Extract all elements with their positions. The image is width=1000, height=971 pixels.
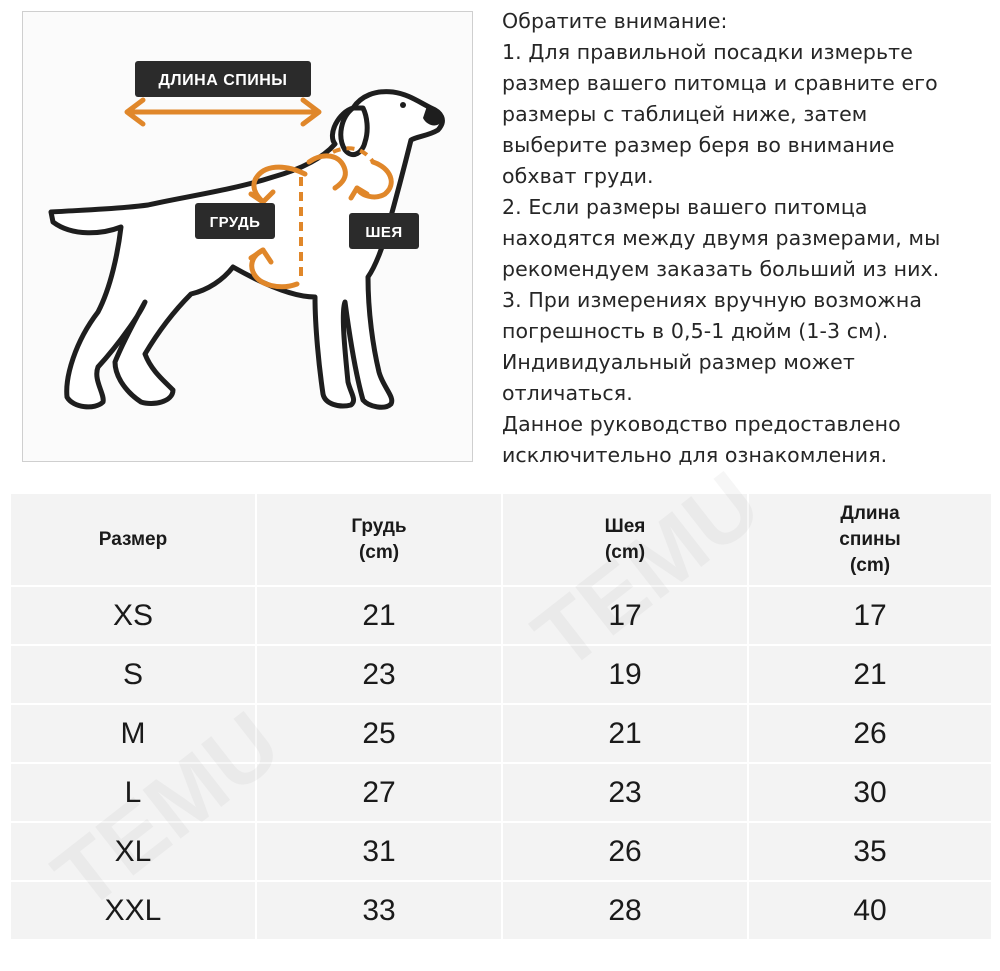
cell-size: M: [10, 704, 256, 763]
table-row: [10, 645, 992, 704]
neck-label-text: ШЕЯ: [365, 224, 403, 241]
cell-neck: 28: [502, 881, 748, 940]
cell-neck: 23: [502, 763, 748, 822]
notes-line: 3. При измерениях вручную возможна: [502, 288, 922, 312]
header-size: [10, 493, 256, 586]
table-row: [10, 881, 992, 940]
dog-measurement-diagram: [22, 11, 473, 462]
cell-back-length: 40: [748, 881, 992, 940]
cell-back-length: 30: [748, 763, 992, 822]
cell-chest: 23: [256, 645, 502, 704]
header-neck-text: Шея: [604, 515, 646, 537]
back-length-label-text: ДЛИНА СПИНЫ: [158, 72, 288, 89]
header-back-length-text: Длина: [840, 502, 900, 524]
notes-line: рекомендуем заказать больший из них.: [502, 257, 940, 281]
cell-size: XL: [10, 822, 256, 881]
dog-eye: [400, 102, 406, 108]
chest-label-text: ГРУДЬ: [209, 214, 261, 231]
notes-line: обхват груди.: [502, 164, 654, 188]
cell-neck: 19: [502, 645, 748, 704]
header-neck-unit: (cm): [604, 541, 646, 563]
notes-line: 1. Для правильной посадки измерьте: [502, 40, 913, 64]
notes-line: Данное руководство предоставлено: [502, 412, 901, 436]
cell-chest: 21: [256, 586, 502, 645]
header-neck: [502, 493, 748, 586]
header-back-length-unit: (cm): [849, 554, 891, 576]
cell-size: XXL: [10, 881, 256, 940]
table-row: [10, 704, 992, 763]
notes-line: 2. Если размеры вашего питомца: [502, 195, 868, 219]
notes-line: размеры с таблицей ниже, затем: [502, 102, 868, 126]
cell-size: S: [10, 645, 256, 704]
cell-neck: 17: [502, 586, 748, 645]
measurement-notes: [502, 6, 997, 471]
cell-size: L: [10, 763, 256, 822]
size-chart-table: [9, 492, 993, 941]
header-chest-unit: (cm): [358, 541, 400, 563]
table-row: [10, 763, 992, 822]
notes-line: исключительно для ознакомления.: [502, 443, 888, 467]
notes-line: размер вашего питомца и сравните его: [502, 71, 938, 95]
cell-back-length: 17: [748, 586, 992, 645]
header-back-length: [748, 493, 992, 586]
cell-chest: 25: [256, 704, 502, 763]
header-size-text: Размер: [98, 528, 168, 550]
cell-chest: 31: [256, 822, 502, 881]
cell-neck: 21: [502, 704, 748, 763]
header-chest: [256, 493, 502, 586]
cell-chest: 27: [256, 763, 502, 822]
neck-label: [349, 213, 419, 249]
chest-label: [195, 203, 275, 239]
table-header-row: [10, 493, 992, 586]
cell-chest: 33: [256, 881, 502, 940]
notes-line: погрешность в 0,5-1 дюйм (1-3 см).: [502, 319, 889, 343]
back-length-label: [135, 61, 311, 97]
cell-back-length: 21: [748, 645, 992, 704]
notes-line: Индивидуальный размер может: [502, 350, 855, 374]
notes-line: находятся между двумя размерами, мы: [502, 226, 941, 250]
table-row: [10, 586, 992, 645]
cell-back-length: 35: [748, 822, 992, 881]
dog-diagram-svg: [23, 12, 473, 462]
notes-title: Обратите внимание:: [502, 9, 728, 33]
table-row: [10, 822, 992, 881]
notes-line: выберите размер беря во внимание: [502, 133, 895, 157]
cell-back-length: 26: [748, 704, 992, 763]
cell-size: XS: [10, 586, 256, 645]
notes-line: отличаться.: [502, 381, 633, 405]
header-back-length-text-2: спины: [839, 528, 901, 550]
dog-outline: [51, 92, 442, 408]
cell-neck: 26: [502, 822, 748, 881]
header-chest-text: Грудь: [351, 515, 407, 537]
